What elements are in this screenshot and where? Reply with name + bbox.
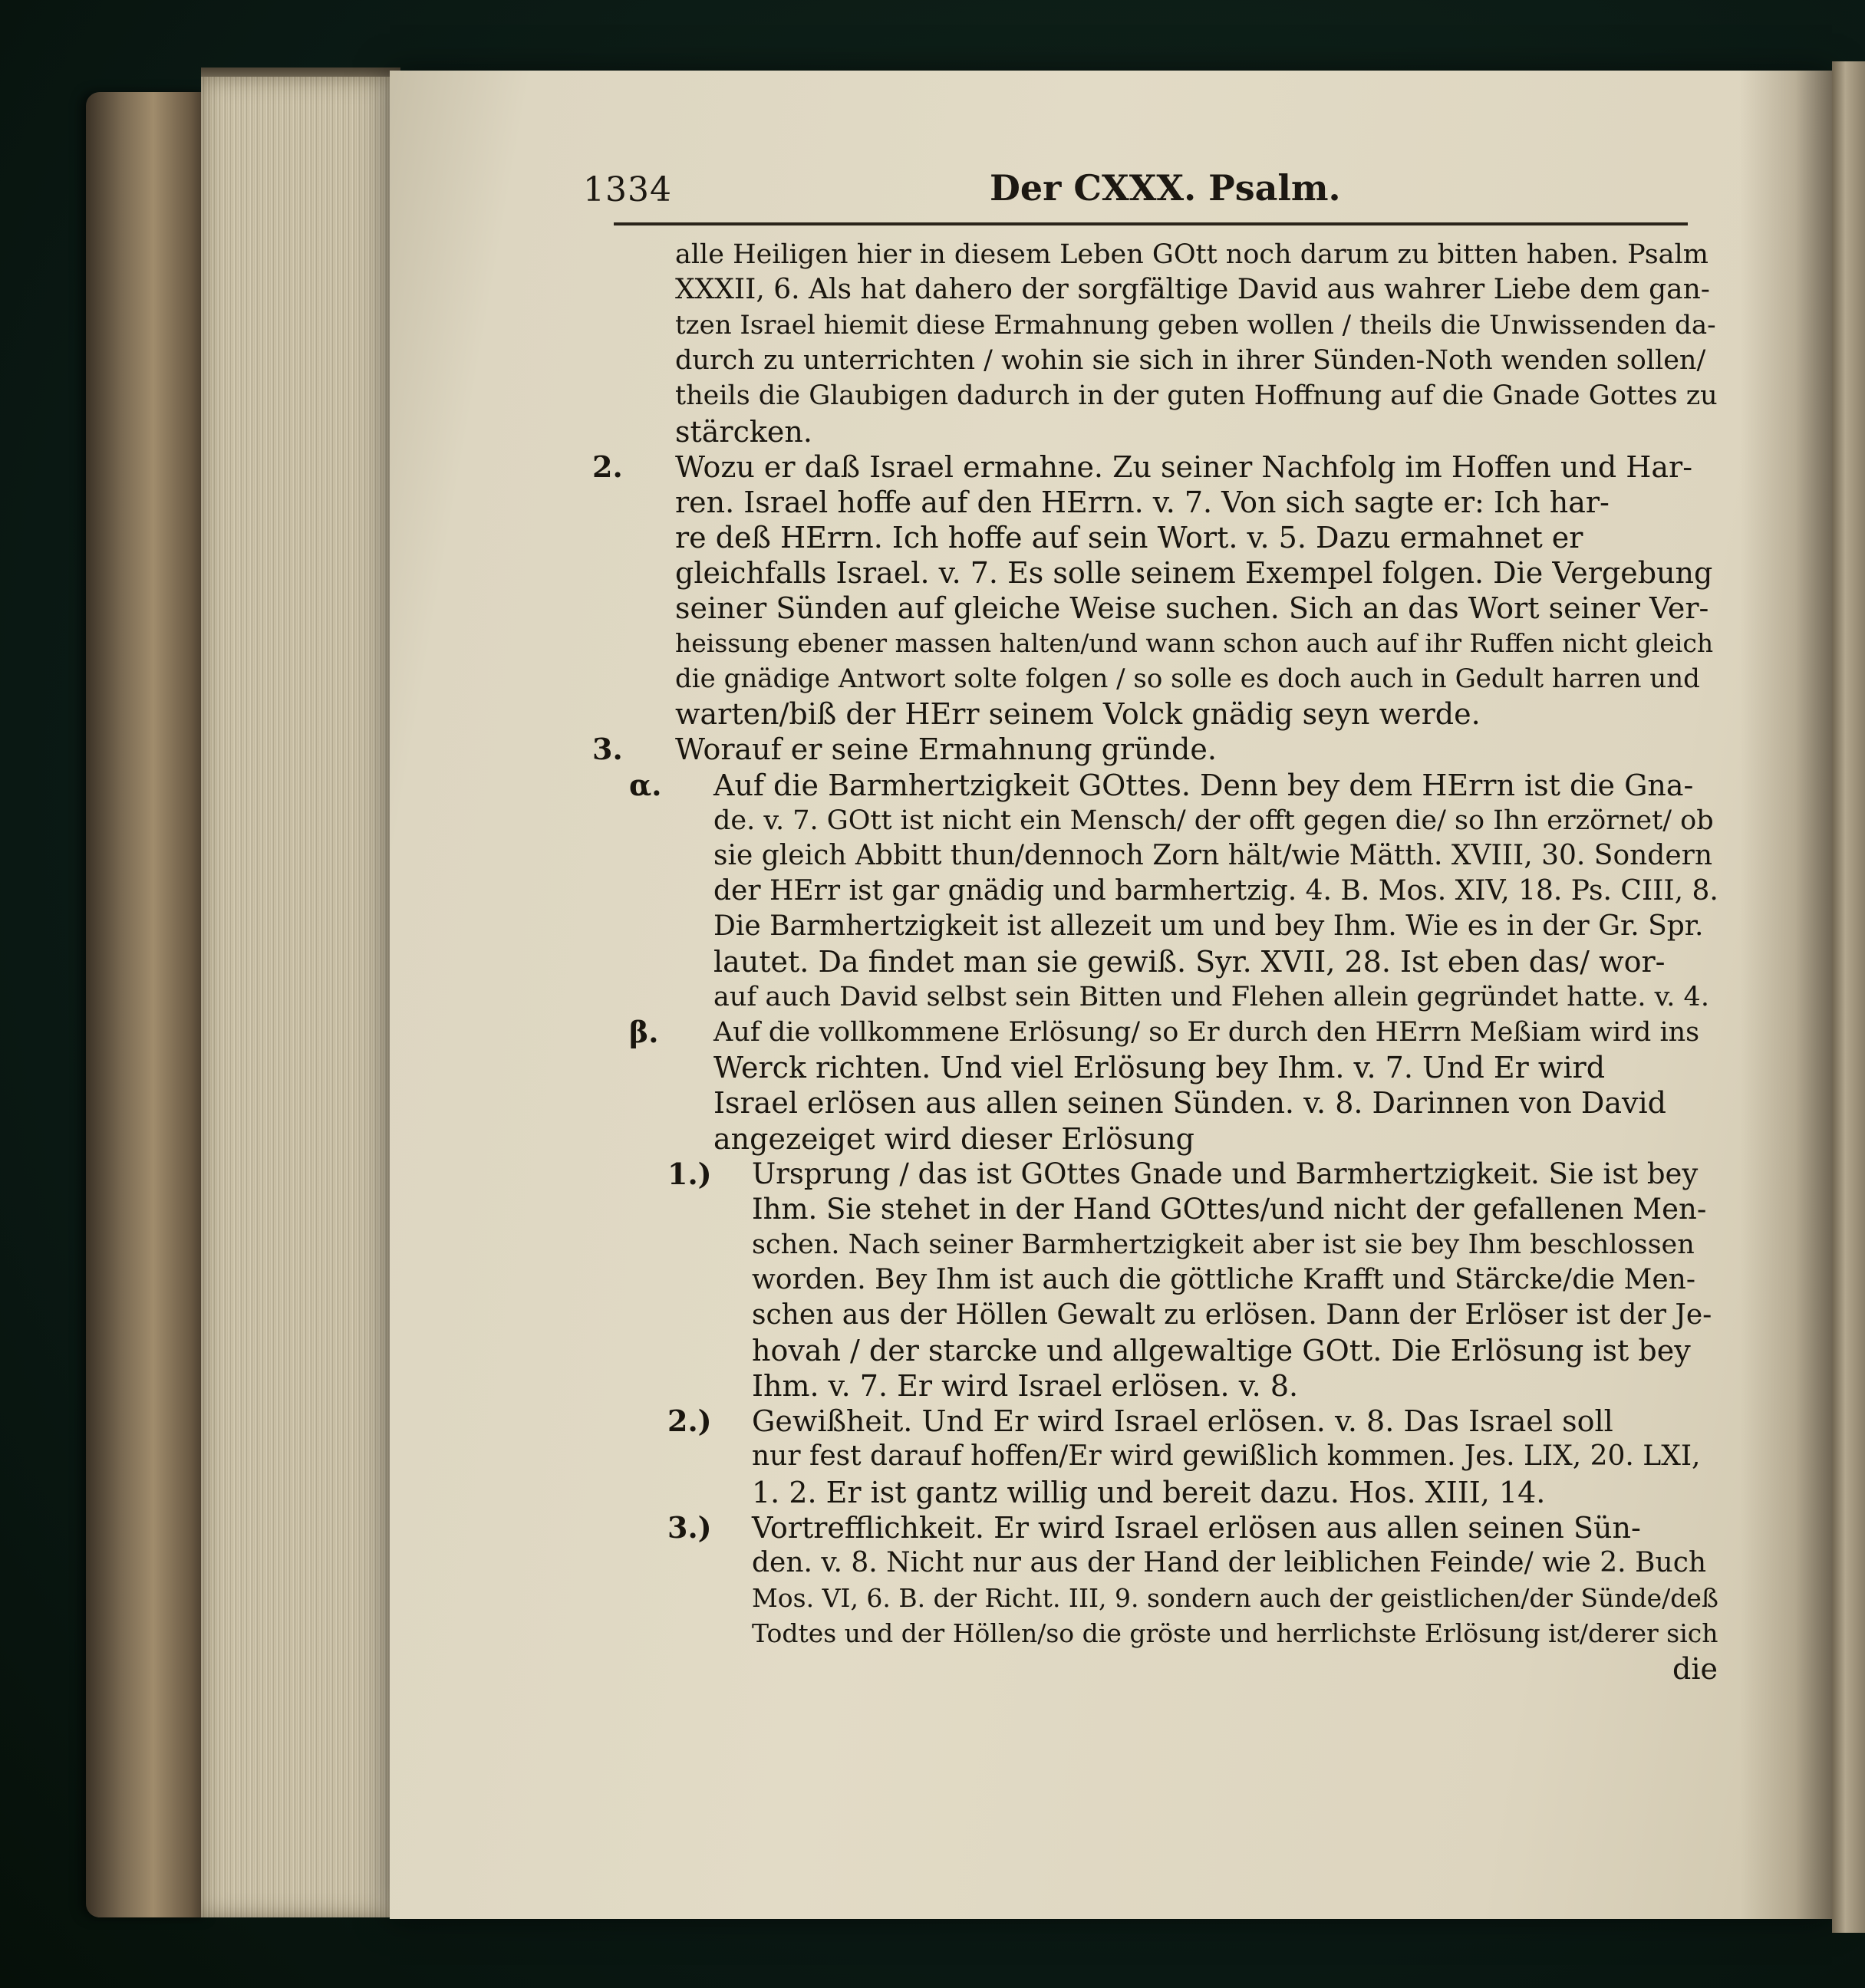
text-line: Wozu er daß Israel ermahne. Zu seiner Nachfolg im Hoffen und Har-: [675, 449, 1693, 484]
text-line: Werck richten. Und viel Erlösung bey Ihm. v. 7. Und Er wird: [713, 1051, 1606, 1085]
facing-page-sliver: [1832, 61, 1865, 1933]
text-line: Ursprung / das ist GOttes Gnade und Barmhertzigkeit. Sie ist bey: [752, 1157, 1699, 1190]
page-number: 1334: [583, 170, 672, 209]
text-line: Worauf er seine Ermahnung gründe.: [675, 732, 1217, 767]
text-line: schen aus der Höllen Gewalt zu erlösen. Dann der Erlöser ist der Je-: [752, 1299, 1712, 1331]
text-line: Gewißheit. Und Er wird Israel erlösen. v. 8. Das Israel soll: [752, 1404, 1613, 1439]
text-line: angezeiget wird dieser Erlösung: [713, 1121, 1194, 1156]
list-marker: 3.: [592, 732, 623, 767]
text-line: Vortrefflichkeit. Er wird Israel erlösen aus allen seinen Sün-: [752, 1510, 1641, 1545]
text-line: schen. Nach seiner Barmhertzigkeit aber ist sie bey Ihm beschlossen: [752, 1229, 1695, 1260]
text-line: heissung ebener massen halten/und wann schon auch auf ihr Ruffen nicht gleich: [675, 628, 1714, 659]
list-marker: 1.): [667, 1156, 712, 1191]
text-line: Todtes und der Höllen/so die gröste und herrlichste Erlösung ist/derer sich: [752, 1618, 1718, 1648]
text-line: alle Heiligen hier in diesem Leben GOtt noch darum zu bitten haben. Psalm: [675, 239, 1708, 270]
text-line: XXXII, 6. Als hat dahero der sorgfältige David aus wahrer Liebe dem gan-: [675, 274, 1710, 306]
list-marker: β.: [629, 1015, 659, 1050]
text-line: die: [1672, 1652, 1718, 1686]
text-line: Auf die Barmhertzigkeit GOttes. Denn bey dem HErrn ist die Gna-: [713, 768, 1694, 802]
text-line: der HErr ist gar gnädig und barmhertzig. 4. B. Mos. XIV, 18. Ps. CIII, 8.: [713, 874, 1718, 907]
text-line: Ihm. Sie stehet in der Hand GOttes/und nicht der gefallenen Men-: [752, 1192, 1707, 1226]
text-line: durch zu unterrichten / wohin sie sich in ihrer Sünden-Noth wenden sollen/: [675, 345, 1706, 377]
text-line: de. v. 7. GOtt ist nicht ein Mensch/ der offt gegen die/ so Ihn erzörnet/ ob: [713, 805, 1714, 836]
text-line: auf auch David selbst sein Bitten und Flehen allein gegründet hatte. v. 4.: [713, 982, 1709, 1013]
header-rule: [614, 222, 1688, 225]
text-line: theils die Glaubigen dadurch in der guten Hoffnung auf die Gnade Gottes zu: [675, 380, 1718, 412]
running-head: Der CXXX. Psalm.: [990, 167, 1341, 209]
text-line: seiner Sünden auf gleiche Weise suchen. Sich an das Wort seiner Ver-: [675, 591, 1709, 625]
text-line: worden. Bey Ihm ist auch die göttliche Krafft und Stärcke/die Men-: [752, 1263, 1696, 1295]
text-line: warten/biß der HErr seinem Volck gnädig seyn werde.: [675, 697, 1481, 732]
list-marker: 2.: [592, 449, 623, 484]
text-line: Ihm. v. 7. Er wird Israel erlösen. v. 8.: [752, 1369, 1299, 1404]
text-line: Auf die vollkommene Erlösung/ so Er durch den HErrn Meßiam wird ins: [713, 1017, 1700, 1048]
text-line: tzen Israel hiemit diese Ermahnung geben wollen / theils die Unwissenden da-: [675, 310, 1716, 341]
text-line: Die Barmhertzigkeit ist allezeit um und bey Ihm. Wie es in der Gr. Spr.: [713, 910, 1704, 942]
text-line: ren. Israel hoffe auf den HErrn. v. 7. Von sich sagte er: Ich har-: [675, 485, 1610, 519]
book-cover-spine: [86, 92, 209, 1917]
text-line: sie gleich Abbitt thun/dennoch Zorn hält/wie Mätth. XVIII, 30. Sondern: [713, 839, 1713, 871]
page-edge-stack: [201, 77, 400, 1917]
page-gutter-shadow: [1740, 71, 1832, 1919]
text-line: hovah / der starcke und allgewaltige GOtt. Die Erlösung ist bey: [752, 1334, 1691, 1368]
text-line: den. v. 8. Nicht nur aus der Hand der leiblichen Feinde/ wie 2. Buch: [752, 1546, 1707, 1578]
text-line: 1. 2. Er ist gantz willig und bereit dazu. Hos. XIII, 14.: [752, 1475, 1546, 1509]
text-line: gleichfalls Israel. v. 7. Es solle seinem Exempel folgen. Die Vergebung: [675, 555, 1713, 590]
text-line: Israel erlösen aus allen seinen Sünden. v. 8. Darinnen von David: [713, 1086, 1666, 1121]
list-marker: 2.): [667, 1404, 712, 1439]
list-marker: α.: [629, 767, 662, 802]
text-line: lautet. Da findet man sie gewiß. Syr. XVII, 28. Ist eben das/ wor-: [713, 945, 1666, 979]
text-line: nur fest darauf hoffen/Er wird gewißlich kommen. Jes. LIX, 20. LXI,: [752, 1440, 1701, 1473]
text-line: re deß HErrn. Ich hoffe auf sein Wort. v. 5. Dazu ermahnet er: [675, 520, 1583, 555]
text-line: stärcken.: [675, 414, 812, 449]
text-line: die gnädige Antwort solte folgen / so solle es doch auch in Gedult harren und: [675, 663, 1700, 695]
text-line: Mos. VI, 6. B. der Richt. III, 9. sondern auch der geistlichen/der Sünde/deß: [752, 1582, 1718, 1613]
list-marker: 3.): [667, 1509, 712, 1545]
